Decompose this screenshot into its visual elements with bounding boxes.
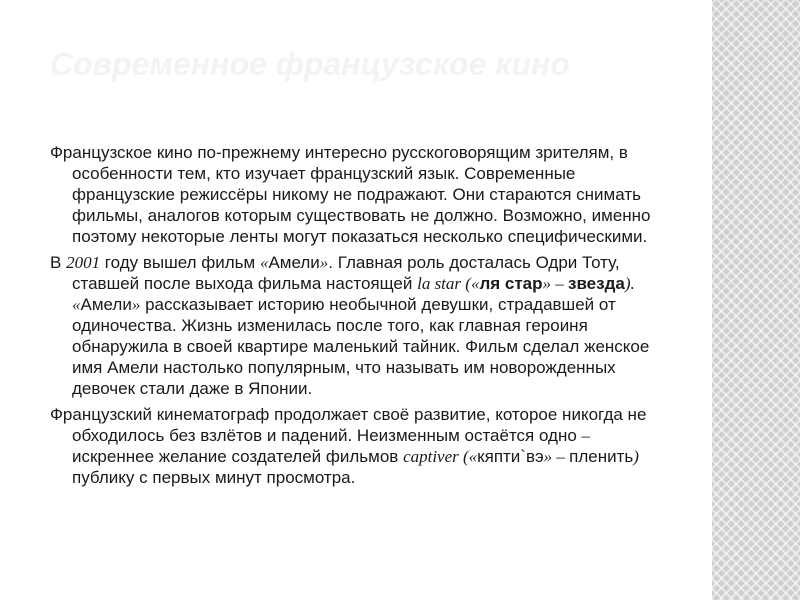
pronunciation: кяпти`вэ — [477, 447, 544, 466]
decorative-side-strip — [712, 0, 800, 600]
paragraph-amelie — [50, 252, 672, 399]
dash: – — [581, 426, 591, 445]
text-segment: . Главная роль досталась Одри Тоту, ставшей после выхода фильма настоящей — [72, 253, 620, 293]
quote-mark: » — [319, 253, 329, 272]
french-term: captiver ( — [403, 447, 469, 466]
pronunciation: ля стар — [479, 274, 543, 293]
quote-mark: » — [542, 274, 551, 293]
text-segment: публику с первых минут просмотра. — [72, 468, 356, 487]
quote-mark: » — [543, 447, 553, 466]
text-segment: рассказывает историю необычной девушки, страдавшей от одиночества. Жизнь изменилась после того, как главная героиня обнаружила в своей квартире маленький тайник. Фильм сделал женское имя Амели настолько популярным, что называть им новорожденных девочек стали даже в Японии. — [72, 295, 650, 398]
french-term: la star ( — [417, 274, 471, 293]
translation: пленить — [569, 447, 634, 466]
paragraph-intro: Французское кино по-прежнему интересно русскоговорящим зрителям, в особенности тем, кто изучает французский язык. Современные французские режиссёры никому не подражают. Они стараются снимать фильмы, аналогов которым существовать не должно. Возможно, именно поэтому некоторые ленты могут показаться несколько специфическими. — [50, 143, 651, 246]
dash: – — [551, 274, 568, 293]
quote-mark: « — [470, 274, 480, 293]
quote-mark: » — [131, 295, 141, 314]
translation: звезда — [568, 274, 625, 293]
quote-mark: « — [259, 253, 269, 272]
quote-mark: « — [72, 295, 81, 314]
text-segment: Французский кинематограф продолжает своё развитие, которое никогда не обходилось без взлётов и падений. Неизменным остаётся одно — [50, 405, 647, 445]
closing-paren: ). — [624, 274, 635, 293]
text-segment: году вышел фильм — [100, 253, 260, 272]
dash: – — [552, 447, 570, 466]
text-segment: В — [50, 253, 67, 272]
film-title: Амели — [268, 253, 320, 272]
paragraph-cinema — [50, 404, 672, 488]
year: 2001 — [66, 253, 101, 272]
closing-paren: ) — [633, 447, 639, 466]
text-segment: искреннее желание создателей фильмов — [72, 447, 404, 466]
quote-mark: « — [468, 447, 478, 466]
slide-body — [50, 142, 672, 493]
film-title: Амели — [80, 295, 132, 314]
slide-title: Современное французское кино — [50, 46, 570, 82]
